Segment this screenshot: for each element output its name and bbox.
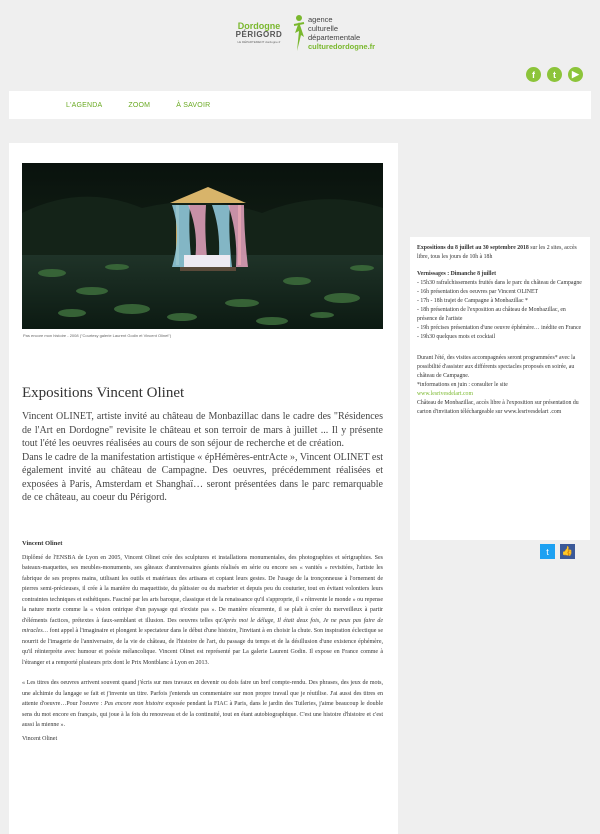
vernissage-item: - 15h30 rafraîchissements fruités dans le parc du château de Campagne [417,280,582,286]
visits-note: Durant l'été, des visites accompagnées seront programmées* avec la possibilité d'assister aux différents spectacles proposés en soirée, au château de Campagne. [417,355,576,379]
article-panel [9,143,398,834]
facebook-icon[interactable]: f [526,67,541,82]
logo-tag-departementale: départementale [308,33,361,42]
logo-brand-departement: LE DÉPARTEMENT dordogne.fr [237,40,281,44]
vernissage-block [417,270,583,342]
nav-item-zoom[interactable]: ZOOM [128,101,151,109]
site-link[interactable]: www.lesrivesdelart.com [417,391,473,397]
vernissage-item: - 19h précises présentation d'une oeuvre éphémère… inédite en France [417,325,582,331]
quote-text-2: exposée pendant la FIAC à Paris, dans le jardin des Tuileries, j'aime beaucoup le double sens du mot encore en français, qui joue à la fois du renouveau et de la continuité, tout en étant autobiographique. C'est une histoire d'histoire et c'est aussi la mienne ». [22,701,383,728]
article-title: Expositions Vincent Olinet [22,385,185,401]
nav-item-a-savoir[interactable]: À SAVOIR [176,101,211,109]
lead-paragraph-2: Dans le cadre de la manifestation artistique « épHémères-entrActe », Vincent OLINET est également invité au château de Campagne. Des oeuvres, précédemment réalisées et exposées à Paris, Amsterdam et Shanghaï… seront présentées dans le parc remarquable de ce château, au coeur du Périgord. [22,451,383,503]
logo-tag-culturelle: culturelle [308,24,339,33]
hero-image [22,163,383,329]
vernissage-title: Vernissages : Dimanche 8 juillet [417,271,497,277]
lead-paragraph-1: Vincent OLINET, artiste invité au château de Monbazillac dans le cadre des "Résidences de l'Art en Dordogne" revisite le château et son terroir de mars à juillet ... Il y présente tout l'été les oeuvres réalisées au cours de son séjour de recherche et de création. [22,411,383,449]
share-buttons [535,544,575,559]
hero-caption: Pas encore mon histoire - 2008 ("Courtesy galerie Laurent Godin et Vincent Olinet") [23,333,172,338]
twitter-icon[interactable]: t [547,67,562,82]
logo-figure-icon [292,13,306,53]
bio-paragraph [22,553,383,669]
logo-url: culturedordogne.fr [308,42,376,51]
quote-work-title: Pas encore mon histoire [104,701,164,707]
event-dates-title: Expositions du 8 juillet au 30 septembre 2018 [417,245,529,251]
bio-name: Vincent Olinet [22,540,63,547]
vernissage-item: - 19h30 quelques mots et cocktail [417,334,496,340]
youtube-icon[interactable]: ▶ [568,67,583,82]
quote-paragraph [22,678,383,731]
event-dates [417,244,583,262]
quote-text-1: « Les titres des oeuvres arrivent souvent quand j'écris sur mes travaux en devenir ou dois faire un bref compte-rendu. Des phrases, des jeux de mots, une alchimie du langage se fait et j'invente un titre. Parfois j'entends un commentaire sur mon propre travail que je réutilise. J'ai aussi des titres en attente d'oeuvre…Pour l'oeuvre : [22,680,383,707]
main-nav [9,91,591,119]
hero-photo [22,163,383,329]
monbazillac-note: Château de Monbazillac, accès libre à l'exposition sur présentation du carton d'invitation téléchargeable sur www.lesrivesdelart .com [417,400,579,415]
facebook-like-icon[interactable]: 👍 [560,544,575,559]
logo-brand-dordogne: Dordogne [237,21,281,31]
vernissage-item: - 17h - 18h trajet de Campagne à Monbazillac * [417,298,528,304]
logo-brand [228,22,290,44]
vernissage-item: - 16h présentation des oeuvres par Vincent OLINET [417,289,539,295]
bio-text-2: font appel à l'imaginaire et plongent le spectateur dans le début d'une histoire, l'invitant à en choisir la chute. Son inspiration éclectique se nourrit de l'imagerie de l'anniversaire, de la vie de château, de l'histoire de l'art, du passage du temps et de la désillusion d'une existence éphémère, qu'il réinterprète avec humour et poésie mélancolique. Vincent Olinet est représenté par La galerie Laurent Godin. Il expose en France comme à l'étranger et a remporté plusieurs prix dont le Prix Montblanc à Lyon en 2013. [22,628,383,666]
site-logo[interactable] [228,10,376,56]
nav-item-agenda[interactable]: L'AGENDA [66,101,103,109]
article-body [22,539,383,747]
logo-brand-perigord: PÉRIGORD [235,30,283,39]
vernissage-item: - 18h présentation de l'exposition au château de Monbazillac, en présence de l'artiste [417,307,566,322]
article-lead [22,410,383,505]
bio-text-1: Diplômé de l'ENSBA de Lyon en 2005, Vincent Olinet crée des sculptures et installations monumentales, des photographies et sérigraphies. Ses bateaux-maquettes, ses meubles-monuments, ses gâteaux d'anniversaires géants réalisés en série ou encore ses « vanités » revisitées, l'artiste les fabrique de ses propres mains, utilisant les outils et matériaux des artisans et copiant leurs gestes. De l'usage de la tronçonneuse à l'ornement de pierres semi-précieuses, il crée à la manière du maquettiste, du pâtissier ou du marbrier et depuis peu du couturier, tout en évitant volontiers leurs contraintes techniques et esthétiques. Fasciné par les arts baroque, classique et de la renaissance qu'il s'approprie, il « réinvente le monde » ou repense la nature morte comme la « vision onirique d'un paysage qui n'existe pas ». De manière récurrente, il se plaît à créer du merveilleux à partir d'éléments factices, prétextes à faux-semblant et illusion. Des oeuvres telles qu' [22,554,383,624]
bio-works-titles: Après moi le déluge, Il était deux fois, Je ne peux pas faire de miracles… [22,617,383,634]
info-note: *informations en juin : consulter le site [417,382,508,388]
event-dates-sub: sur les 2 sites, accès libre, tous les jours de 10h à 18h [417,245,577,260]
quote-signature: Vincent Olinet [22,735,58,742]
social-links [520,67,583,82]
logo-tag-agence: agence [308,15,333,24]
event-info-box [410,237,590,540]
twitter-share-icon[interactable]: t [540,544,555,559]
logo-tagline [308,15,375,51]
